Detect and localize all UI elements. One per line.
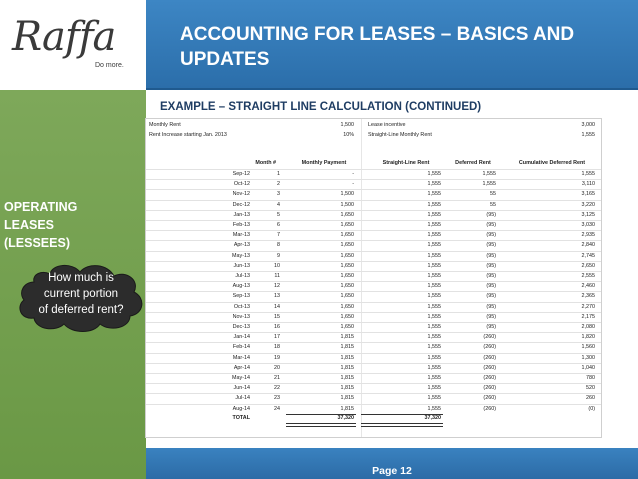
table-row [146,220,601,231]
row-payment: 1,815 [340,354,354,361]
table-row [146,373,601,384]
row-month: May-13 [232,252,250,259]
row-cumulative: 780 [586,375,595,381]
sidebar-heading-line: LEASES [4,218,55,232]
row-cumulative: 2,175 [581,313,595,320]
table-row [146,251,601,262]
row-month: Apr-13 [233,242,250,249]
row-payment: 1,500 [340,191,354,198]
row-cumulative: 1,820 [581,334,595,341]
row-cumulative: 2,460 [581,283,595,290]
row-straight-line: 1,555 [427,171,441,177]
assumption-value: 1,500 [340,122,354,128]
table-row [146,271,601,282]
assumption-row [146,121,601,131]
table-row [146,393,601,404]
total-double-rule [361,423,443,427]
row-month: Sep-13 [232,293,250,300]
row-deferred: 1,555 [482,171,496,177]
callout-line: How much is [48,272,114,284]
row-deferred: (95) [486,211,496,218]
row-cumulative: 2,650 [581,262,595,269]
row-payment: 1,815 [340,344,354,351]
row-month: Jan-14 [233,334,250,341]
row-payment: 1,650 [340,283,354,290]
row-number: 13 [274,293,280,300]
header-divider [146,88,638,90]
callout-question [20,270,142,318]
total-double-rule [286,423,356,427]
row-deferred: (260) [483,354,496,361]
straight-line-table [145,118,602,438]
row-cumulative: (0) [588,405,595,412]
row-cumulative: 1,555 [581,171,595,177]
table-row [146,404,601,415]
row-cumulative: 2,745 [581,252,595,259]
row-cumulative: 520 [586,385,595,392]
row-deferred: (95) [486,232,496,239]
row-payment: - [352,171,354,177]
row-month: Jun-14 [233,385,250,392]
row-deferred: (95) [486,252,496,259]
row-deferred: 55 [490,201,496,208]
row-deferred: 55 [490,191,496,198]
row-straight-line: 1,555 [427,405,441,412]
row-month: Feb-14 [232,344,250,351]
row-number: 18 [274,344,280,351]
row-payment: 1,815 [340,385,354,392]
row-number: 8 [277,242,280,249]
row-number: 15 [274,313,280,320]
page-number: Page 12 [372,465,412,477]
row-number: 17 [274,334,280,341]
row-deferred: (260) [483,375,496,381]
row-payment: 1,650 [340,262,354,269]
example-subtitle: EXAMPLE – STRAIGHT LINE CALCULATION (CONTINUED) [160,101,482,113]
row-cumulative: 2,270 [581,303,595,310]
row-straight-line: 1,555 [427,262,441,269]
row-straight-line: 1,555 [427,201,441,208]
row-number: 23 [274,395,280,402]
row-month: Nov-12 [232,191,250,198]
table-row [146,230,601,241]
sidebar-heading-line: (LESSEES) [4,236,70,250]
row-straight-line: 1,555 [427,313,441,320]
row-cumulative: 260 [586,395,595,402]
table-header-row [146,159,601,169]
row-payment: 1,650 [340,303,354,310]
row-number: 1 [277,171,280,177]
table-row [146,383,601,394]
row-cumulative: 2,080 [581,324,595,330]
assumption-row [146,131,601,141]
row-month: Aug-14 [232,405,250,412]
row-number: 3 [277,191,280,198]
table-row [146,210,601,221]
row-cumulative: 2,935 [581,232,595,239]
row-straight-line: 1,555 [427,222,441,228]
row-deferred: (95) [486,313,496,320]
row-straight-line: 1,555 [427,334,441,341]
row-month: Nov-13 [232,313,250,320]
row-deferred: (260) [483,334,496,341]
table-row [146,322,601,333]
row-cumulative: 1,040 [581,364,595,371]
row-payment: 1,650 [340,211,354,218]
slide-footer [146,448,638,479]
row-straight-line: 1,555 [427,324,441,330]
row-month: Oct-13 [233,303,250,310]
row-month: Jul-13 [235,273,250,279]
row-deferred: (95) [486,283,496,290]
row-month: Apr-14 [233,364,250,371]
row-deferred: 1,555 [482,181,496,188]
column-header: Monthly Payment [301,160,347,166]
row-deferred: (95) [486,324,496,330]
row-cumulative: 3,165 [581,191,595,198]
table-row [146,200,601,211]
row-cumulative: 3,110 [581,181,595,188]
row-payment: 1,815 [340,334,354,341]
total-straight-line: 37,320 [424,415,441,421]
row-cumulative: 3,125 [581,211,595,218]
assumption-label: Rent Increase starting Jan. 2013 [149,132,227,138]
row-cumulative: 2,365 [581,293,595,300]
total-rule [361,414,443,415]
logo [0,0,146,88]
row-month: Oct-12 [233,181,250,188]
sidebar-heading [4,198,114,252]
row-payment: 1,500 [340,201,354,208]
row-payment: 1,650 [340,324,354,330]
table-row [146,169,601,180]
row-straight-line: 1,555 [427,283,441,290]
row-straight-line: 1,555 [427,273,441,279]
table-row [146,189,601,200]
row-month: Sep-12 [232,171,250,177]
row-straight-line: 1,555 [427,395,441,402]
row-cumulative: 1,300 [581,354,595,361]
slide-header [146,0,638,88]
row-payment: 1,650 [340,252,354,259]
row-payment: 1,815 [340,375,354,381]
assumption-value: 3,000 [581,122,595,128]
table-row [146,353,601,364]
table-row [146,281,601,292]
row-number: 24 [274,405,280,412]
row-payment: 1,650 [340,232,354,239]
table-row [146,363,601,374]
table-row [146,261,601,272]
row-cumulative: 2,840 [581,242,595,249]
table-row [146,179,601,190]
row-payment: 1,650 [340,222,354,228]
slide-title: ACCOUNTING FOR LEASES – BASICS AND UPDATES [180,24,575,70]
row-payment: 1,650 [340,242,354,249]
row-payment: 1,650 [340,293,354,300]
assumption-label: Lease incentive [368,122,406,128]
row-straight-line: 1,555 [427,181,441,188]
assumption-value: 1,555 [581,132,595,138]
row-number: 10 [274,262,280,269]
row-month: Jul-14 [235,395,250,402]
row-number: 20 [274,364,280,371]
row-number: 12 [274,283,280,290]
row-month: Jun-13 [233,262,250,269]
row-month: Aug-13 [232,283,250,290]
row-month: Dec-13 [232,324,250,330]
row-number: 11 [274,273,280,279]
row-month: Dec-12 [232,201,250,208]
row-number: 16 [274,324,280,330]
row-month: Jan-13 [233,211,250,218]
logo-wordmark: Raffa [12,14,116,60]
row-straight-line: 1,555 [427,344,441,351]
row-number: 21 [274,375,280,381]
column-header: Cumulative Deferred Rent [518,160,586,166]
row-straight-line: 1,555 [427,242,441,249]
table-row [146,332,601,343]
table-row [146,291,601,302]
row-payment: 1,650 [340,273,354,279]
row-straight-line: 1,555 [427,293,441,300]
row-cumulative: 3,220 [581,201,595,208]
row-number: 7 [277,232,280,239]
row-straight-line: 1,555 [427,303,441,310]
callout-line: current portion [43,288,119,300]
callout-line: of deferred rent? [38,304,124,316]
table-row [146,312,601,323]
row-deferred: (260) [483,344,496,351]
row-deferred: (95) [486,303,496,310]
table-row [146,342,601,353]
column-header: Month # [255,160,276,166]
row-payment: 1,815 [340,405,354,412]
row-number: 2 [277,181,280,188]
row-cumulative: 1,560 [581,344,595,351]
row-cumulative: 2,555 [581,273,595,279]
row-month: Mar-13 [232,232,250,239]
table-row [146,302,601,313]
assumption-value: 10% [343,132,354,138]
sidebar-heading-line: OPERATING [4,200,78,214]
row-deferred: (260) [483,385,496,392]
logo-tagline: Do more. [95,62,124,69]
row-number: 4 [277,201,280,208]
assumption-label: Straight-Line Monthly Rent [368,132,432,138]
total-payment: 37,320 [337,415,354,421]
row-payment: 1,815 [340,395,354,402]
row-straight-line: 1,555 [427,354,441,361]
total-label: TOTAL [232,415,250,421]
row-deferred: (95) [486,242,496,249]
row-number: 14 [274,303,280,310]
row-deferred: (95) [486,222,496,228]
row-cumulative: 3,030 [581,222,595,228]
row-deferred: (95) [486,273,496,279]
row-deferred: (95) [486,293,496,300]
row-month: Mar-14 [232,354,250,361]
table-row [146,240,601,251]
row-deferred: (260) [483,405,496,412]
row-straight-line: 1,555 [427,191,441,198]
row-deferred: (260) [483,395,496,402]
row-deferred: (260) [483,364,496,371]
total-rule [286,414,356,415]
row-straight-line: 1,555 [427,232,441,239]
column-header: Straight-Line Rent [382,160,430,166]
assumption-label: Monthly Rent [149,122,181,128]
row-number: 9 [277,252,280,259]
row-straight-line: 1,555 [427,211,441,218]
row-number: 6 [277,222,280,228]
row-number: 5 [277,211,280,218]
row-month: Feb-13 [232,222,250,228]
row-straight-line: 1,555 [427,385,441,392]
row-payment: 1,815 [340,364,354,371]
row-straight-line: 1,555 [427,252,441,259]
row-month: May-14 [232,375,250,381]
row-straight-line: 1,555 [427,364,441,371]
column-header: Deferred Rent [455,160,491,166]
row-number: 22 [274,385,280,392]
row-deferred: (95) [486,262,496,269]
row-straight-line: 1,555 [427,375,441,381]
row-number: 19 [274,354,280,361]
row-payment: - [352,181,354,188]
row-payment: 1,650 [340,313,354,320]
